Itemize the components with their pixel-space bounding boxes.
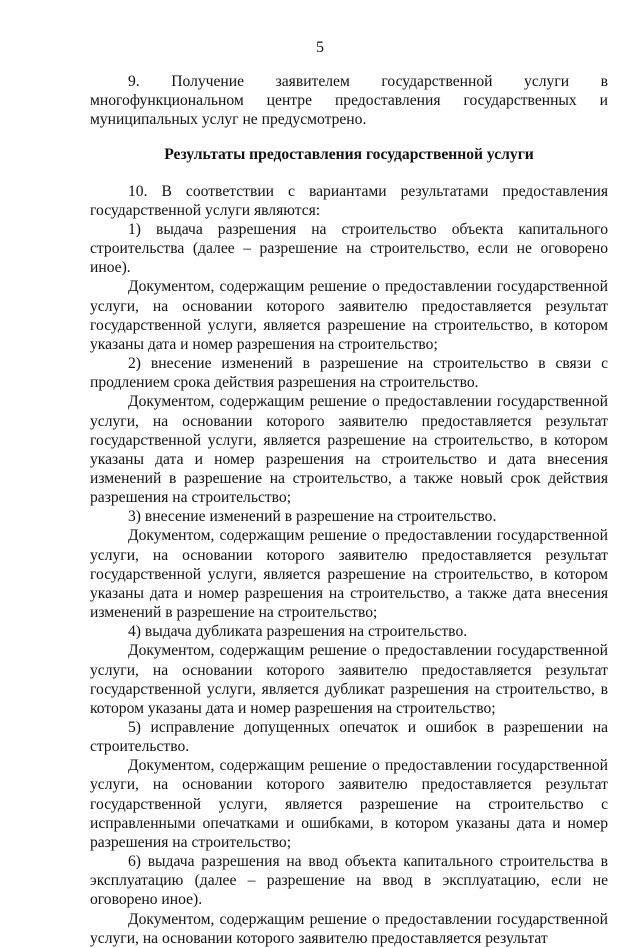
paragraph-document-3: Документом, содержащим решение о предоставлении государственной услуги, на основании которого заявителю предоставляется результат государственной услуги, является разрешение на строительство, в котором указаны дата и номер разрешения на строительство, а также дата внесения изменений в разрешение на строительство; [90,527,608,622]
paragraph-result-3: 3) внесение изменений в разрешение на строительство. [128,508,497,526]
document-body [90,72,608,948]
paragraph-item-9: 9. Получение заявителем государственной услуги в многофункциональном центре предоставления государственных и муниципальных услуг не предусмотрено. [90,73,608,129]
paragraph-document-6: Документом, содержащим решение о предоставлении государственной услуги, на основании которого заявителю предоставляется результат [90,910,608,947]
paragraph-item-10: 10. В соответствии с вариантами результатами предоставления государственной услуги являются: [90,182,608,219]
page-number: 5 [316,39,324,56]
paragraph-result-2: 2) внесение изменений в разрешение на строительство в связи с продлением срока действия разрешения на строительство. [90,355,608,392]
paragraph-document-5: Документом, содержащим решение о предоставлении государственной услуги, на основании которого заявителю предоставляется результат государственной услуги, является разрешение на строительство с исправленными опечатками и ошибками, в котором указаны дата и номер разрешения на строительство; [90,757,608,851]
section-heading: Результаты предоставления государственной услуги [164,146,534,164]
paragraph-result-6: 6) выдача разрешения на ввод объекта капитального строительства в эксплуатацию (далее – разрешение на ввод в эксплуатацию, если не оговорено иное). [90,853,608,909]
paragraph-result-5: 5) исправление допущенных опечаток и ошибок в разрешении на строительство. [90,719,608,756]
paragraph-document-1: Документом, содержащим решение о предоставлении государственной услуги, на основании которого заявителю предоставляется результат государственной услуги, является разрешение на строительство, в котором указаны дата и номер разрешения на строительство; [90,278,608,353]
paragraph-result-4: 4) выдача дубликата разрешения на строительство. [128,623,468,641]
paragraph-document-4: Документом, содержащим решение о предоставлении государственной услуги, на основании которого заявителю предоставляется результат государственной услуги, является дубликат разрешения на строительство, в котором указаны дата и номер разрешения на строительство; [90,642,608,717]
paragraph-document-2: Документом, содержащим решение о предоставлении государственной услуги, на основании которого заявителю предоставляется результат государственной услуги, является разрешение на строительство, в котором указаны дата и номер разрешения на строительство и дата внесения изменений в разрешение на строительство, а также новый срок действия разрешения на строительство; [90,393,608,507]
paragraph-result-1: 1) выдача разрешения на строительство объекта капитального строительства (далее – разрешение на строительство, если не оговорено иное). [90,220,608,277]
